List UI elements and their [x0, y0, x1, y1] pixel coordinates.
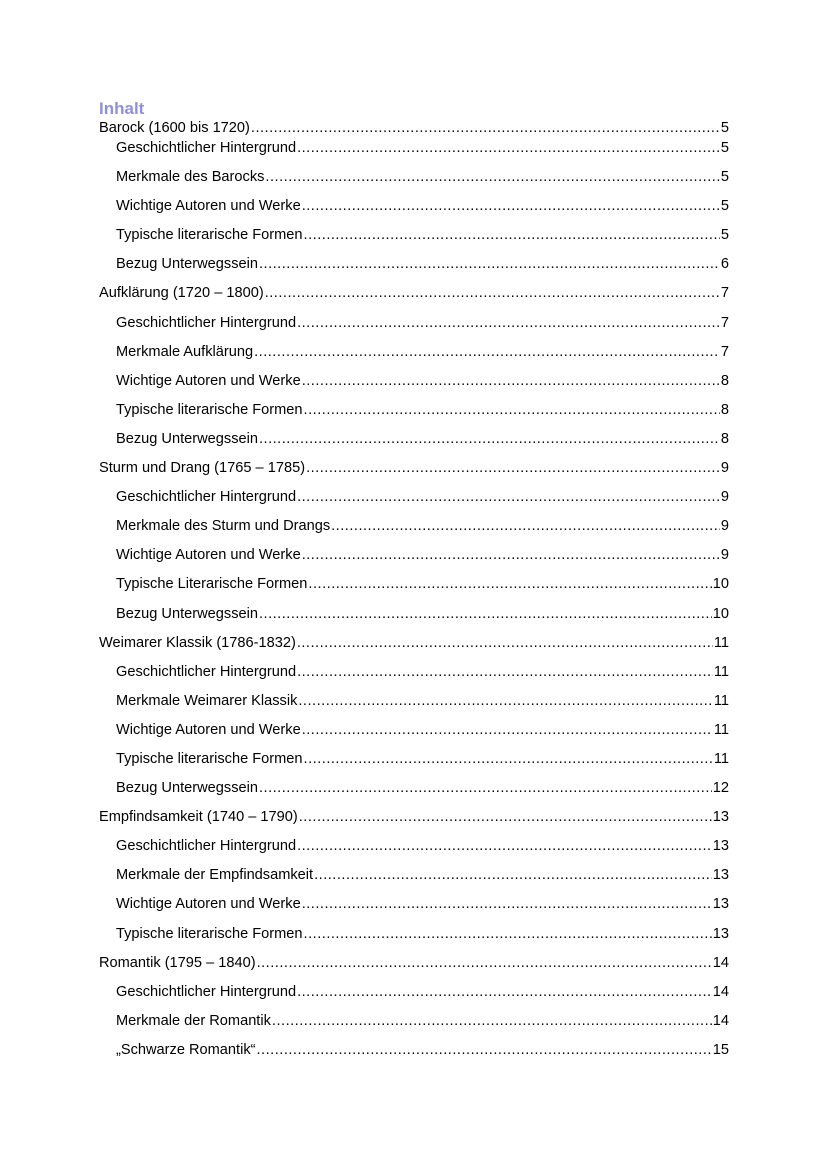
toc-entry-page-number: 8 [720, 401, 729, 418]
toc-dot-leader [259, 430, 720, 448]
toc-entry-page-number: 14 [712, 1012, 729, 1029]
toc-dot-leader [308, 575, 711, 593]
toc-dot-leader [265, 168, 719, 186]
toc-dot-leader [304, 750, 713, 768]
toc-dot-leader [331, 517, 720, 535]
toc-section-entry[interactable] [99, 837, 729, 866]
toc-chapter-entry[interactable] [99, 284, 729, 313]
toc-dot-leader [254, 343, 720, 361]
toc-entry-page-number: 9 [720, 547, 729, 564]
toc-section-entry[interactable] [99, 895, 729, 924]
toc-section-entry[interactable] [99, 692, 729, 721]
toc-entry-page-number: 8 [720, 430, 729, 447]
toc-entry-title: Barock (1600 bis 1720) [99, 120, 250, 136]
toc-entry-title: Bezug Unterwegssein [116, 430, 258, 447]
toc-section-entry[interactable] [99, 343, 729, 372]
toc-list [99, 119, 729, 1070]
toc-entry-title: Sturm und Drang (1765 – 1785) [99, 460, 306, 477]
toc-entry-title: Geschichtlicher Hintergrund [116, 838, 297, 855]
toc-dot-leader [259, 779, 712, 797]
toc-entry-title: Bezug Unterwegssein [116, 256, 258, 273]
toc-dot-leader [297, 837, 712, 855]
toc-entry-page-number: 13 [712, 838, 729, 855]
toc-entry-page-number: 10 [712, 605, 729, 622]
toc-entry-title: Geschichtlicher Hintergrund [116, 489, 297, 506]
toc-entry-title: Merkmale der Empfindsamkeit [116, 867, 314, 884]
toc-dot-leader [297, 488, 720, 506]
toc-chapter-entry[interactable] [99, 808, 729, 837]
toc-entry-title: Typische literarische Formen [116, 227, 303, 244]
toc-entry-title: Geschichtlicher Hintergrund [116, 314, 297, 331]
toc-entry-page-number: 12 [712, 780, 729, 797]
toc-entry-title: Wichtige Autoren und Werke [116, 372, 301, 389]
toc-entry-page-number: 14 [712, 954, 729, 971]
toc-dot-leader [298, 692, 712, 710]
toc-entry-title: Typische literarische Formen [116, 925, 303, 942]
toc-section-entry[interactable] [99, 226, 729, 255]
toc-dot-leader [297, 139, 720, 157]
toc-dot-leader [306, 459, 720, 477]
toc-section-entry[interactable] [99, 430, 729, 459]
toc-entry-title: Typische literarische Formen [116, 750, 303, 767]
toc-dot-leader [265, 284, 720, 302]
toc-entry-title: Geschichtlicher Hintergrund [116, 983, 297, 1000]
toc-section-entry[interactable] [99, 983, 729, 1012]
toc-dot-leader [299, 808, 712, 826]
toc-section-entry[interactable] [99, 197, 729, 226]
toc-entry-page-number: 7 [720, 285, 729, 302]
toc-entry-page-number: 14 [712, 983, 729, 1000]
toc-dot-leader [257, 954, 712, 972]
toc-entry-title: Wichtige Autoren und Werke [116, 547, 301, 564]
toc-section-entry[interactable] [99, 866, 729, 895]
toc-section-entry[interactable] [99, 605, 729, 634]
toc-section-entry[interactable] [99, 779, 729, 808]
toc-dot-leader [259, 255, 720, 273]
toc-section-entry[interactable] [99, 750, 729, 779]
toc-section-entry[interactable] [99, 372, 729, 401]
toc-section-entry[interactable] [99, 546, 729, 575]
toc-entry-title: Wichtige Autoren und Werke [116, 721, 301, 738]
toc-section-entry[interactable] [99, 1012, 729, 1041]
toc-entry-title: Bezug Unterwegssein [116, 780, 258, 797]
toc-section-entry[interactable] [99, 139, 729, 168]
toc-entry-page-number: 6 [720, 256, 729, 273]
toc-entry-page-number: 11 [713, 750, 729, 767]
toc-entry-title: Merkmale des Barocks [116, 169, 265, 186]
toc-entry-title: Merkmale des Sturm und Drangs [116, 518, 331, 535]
toc-section-entry[interactable] [99, 517, 729, 546]
toc-entry-page-number: 13 [712, 867, 729, 884]
toc-entry-page-number: 5 [720, 169, 729, 186]
toc-chapter-entry[interactable] [99, 954, 729, 983]
toc-entry-page-number: 5 [720, 140, 729, 156]
toc-section-entry[interactable] [99, 1041, 729, 1070]
toc-chapter-entry[interactable] [99, 119, 729, 139]
toc-section-entry[interactable] [99, 575, 729, 604]
toc-dot-leader [304, 401, 720, 419]
toc-entry-title: „Schwarze Romantik“ [116, 1041, 256, 1058]
toc-dot-leader [297, 634, 713, 652]
toc-dot-leader [302, 197, 720, 215]
toc-section-entry[interactable] [99, 925, 729, 954]
toc-entry-page-number: 10 [712, 576, 729, 593]
toc-entry-page-number: 9 [720, 518, 729, 535]
toc-entry-page-number: 7 [720, 343, 729, 360]
toc-entry-page-number: 9 [720, 460, 729, 477]
toc-heading: Inhalt [99, 99, 145, 118]
toc-entry-title: Aufklärung (1720 – 1800) [99, 285, 264, 302]
toc-section-entry[interactable] [99, 401, 729, 430]
toc-chapter-entry[interactable] [99, 634, 729, 663]
toc-entry-page-number: 9 [720, 489, 729, 506]
toc-entry-page-number: 11 [713, 721, 729, 738]
toc-dot-leader [302, 372, 720, 390]
toc-entry-title: Romantik (1795 – 1840) [99, 954, 256, 971]
toc-entry-page-number: 8 [720, 372, 729, 389]
toc-dot-leader [251, 119, 720, 137]
toc-section-entry[interactable] [99, 255, 729, 284]
toc-entry-title: Merkmale Weimarer Klassik [116, 692, 298, 709]
toc-entry-page-number: 5 [720, 227, 729, 244]
toc-entry-title: Empfindsamkeit (1740 – 1790) [99, 809, 298, 826]
toc-entry-page-number: 13 [712, 809, 729, 826]
toc-section-entry[interactable] [99, 663, 729, 692]
toc-section-entry[interactable] [99, 721, 729, 750]
toc-dot-leader [297, 983, 712, 1001]
toc-dot-leader [304, 925, 712, 943]
toc-entry-page-number: 5 [720, 120, 729, 136]
toc-entry-page-number: 13 [712, 925, 729, 942]
toc-entry-page-number: 11 [713, 692, 729, 709]
toc-chapter-entry[interactable] [99, 459, 729, 488]
toc-entry-page-number: 15 [712, 1041, 729, 1058]
toc-entry-title: Geschichtlicher Hintergrund [116, 140, 297, 156]
toc-entry-page-number: 11 [713, 663, 729, 680]
toc-dot-leader [302, 546, 720, 564]
toc-entry-title: Weimarer Klassik (1786-1832) [99, 634, 296, 651]
toc-entry-title: Merkmale Aufklärung [116, 343, 254, 360]
toc-entry-page-number: 5 [720, 198, 729, 215]
toc-dot-leader [314, 866, 712, 884]
toc-dot-leader [302, 721, 713, 739]
toc-entry-page-number: 11 [713, 634, 729, 651]
table-of-contents [99, 99, 729, 1070]
toc-entry-title: Bezug Unterwegssein [116, 605, 258, 622]
toc-section-entry[interactable] [99, 488, 729, 517]
toc-entry-title: Geschichtlicher Hintergrund [116, 663, 297, 680]
toc-dot-leader [297, 314, 720, 332]
toc-section-entry[interactable] [99, 314, 729, 343]
toc-dot-leader [297, 663, 713, 681]
toc-dot-leader [302, 895, 712, 913]
toc-entry-title: Typische Literarische Formen [116, 576, 308, 593]
toc-dot-leader [272, 1012, 712, 1030]
toc-entry-title: Wichtige Autoren und Werke [116, 896, 301, 913]
toc-entry-page-number: 13 [712, 896, 729, 913]
toc-dot-leader [304, 226, 720, 244]
toc-dot-leader [259, 605, 712, 623]
toc-entry-title: Wichtige Autoren und Werke [116, 198, 301, 215]
toc-entry-page-number: 7 [720, 314, 729, 331]
toc-dot-leader [257, 1041, 712, 1059]
toc-entry-title: Typische literarische Formen [116, 401, 303, 418]
toc-entry-title: Merkmale der Romantik [116, 1012, 271, 1029]
toc-section-entry[interactable] [99, 168, 729, 197]
